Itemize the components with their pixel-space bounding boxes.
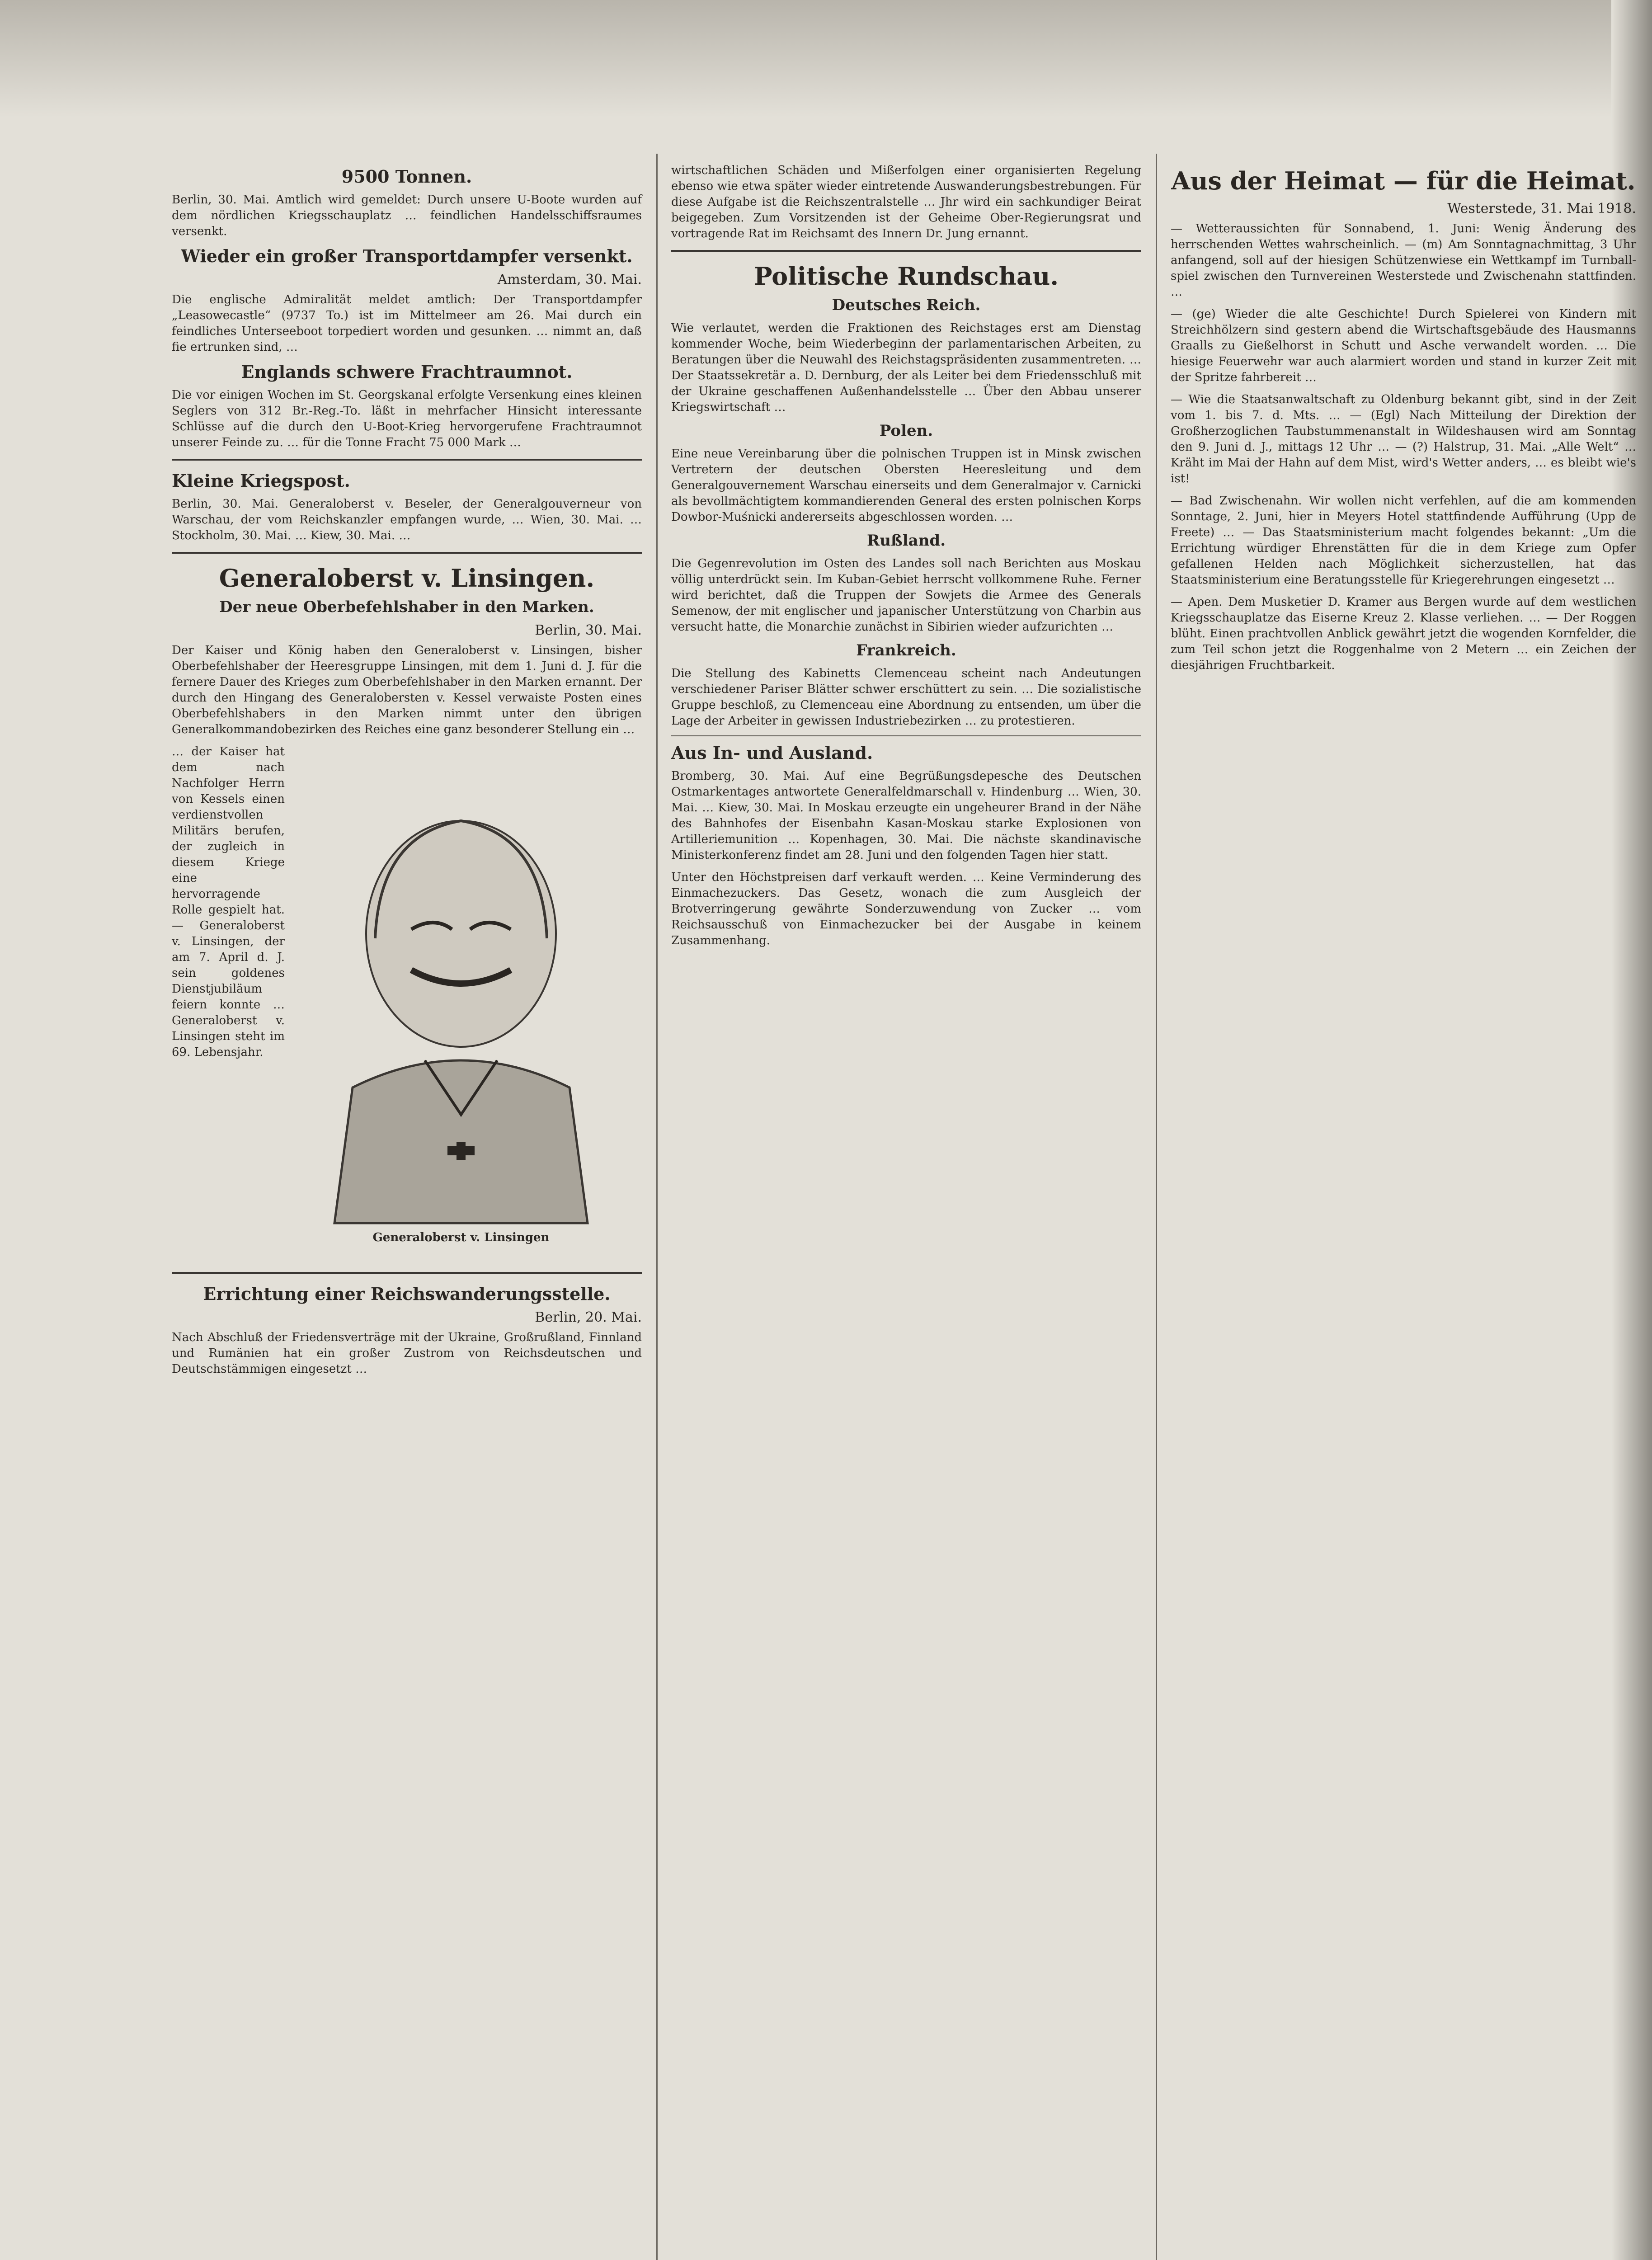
section-subtitle: Deutsches Reich. xyxy=(832,296,981,314)
section-title: Aus der Heimat — für die Heimat. xyxy=(1171,166,1636,195)
article-body-wrap: … der Kaiser hat dem nach Nachfolger Herrn von Kessels einen verdienstvollen Militärs berufen, der zugleich in diesem Kriege eine hervorragende Rolle gespielt hat. — Generaloberst v. Linsingen, der am 7. April d. J. sein goldenes Dienstjubiläum feiern konnte … Generaloberst v. Linsingen steht im 69. Lebensjahr. xyxy=(172,745,285,1059)
article-title: Errichtung einer Reichswanderungsstelle. xyxy=(203,1284,611,1304)
section-divider xyxy=(671,250,1141,252)
article-body: Die Stellung des Kabinetts Clemenceau scheint nach Andeutungen verschiedener Pariser Blätter schwer erschüttert zu sein. … Die sozialistische Gruppe beschloß, zu Clemenceau eine Abordnung zu entsenden, um über die Lage der Arbeiter in gewissen Industriebezirken … zu protestieren. xyxy=(671,667,1141,728)
article-body: Die Gegenrevolution im Osten des Landes soll nach Berichten aus Moskau völlig unterdrückt sein. Im Kuban-Gebiet herrscht vollkommene Ruhe. Ferner wird berichtet, daß die Truppen der Sowjets die Armee des Generals Semenow, der mit englischer und japanischer Unterstützung von Charbin aus versucht hatte, die Monarchie zunächst in Sibirien wieder aufzurichten … xyxy=(671,557,1141,634)
article-body: Bromberg, 30. Mai. Auf eine Begrüßungsdepesche des Deutschen Ostmarkentages antwortete Generalfeldmarschall v. Hindenburg … Wien, 30. Mai. … Kiew, 30. Mai. In Moskau erzeugte ein ungeheurer Brand in der Nähe des Bahnhofes der Eisenbahn Kasan-Moskau starke Explosionen von Artilleriemunition … Kopenhagen, 30. Mai. Die nächste skandinavische Ministerkonferenz findet am 28. Juni und den folgenden Tagen hier statt. xyxy=(671,769,1141,862)
article-body: Eine neue Vereinbarung über die polnischen Truppen ist in Minsk zwischen Vertretern der deutschen Obersten Heeresleitung und dem Generalgouvernement Warschau einerseits und dem Generalmajor v. Carnicki als bevollmächtigtem kommandierenden General des ersten polnischen Korps Dowbor-Muśnicki andererseits abgeschlossen worden. … xyxy=(671,447,1141,524)
section-subtitle: Frankreich. xyxy=(856,641,956,659)
feature-subtitle: Der neue Oberbefehlshaber in den Marken. xyxy=(219,598,594,616)
article-dateline: Berlin, 30. Mai. xyxy=(535,622,642,638)
section-title: Aus In- und Ausland. xyxy=(671,743,873,763)
column-rule xyxy=(1156,154,1157,2260)
article-title: 9500 Tonnen. xyxy=(341,166,472,187)
article-body: wirtschaftlichen Schäden und Mißerfolgen einer organisierten Regelung ebenso wie etwa später wieder eintretende Auswanderungsbestrebungen. Für diese Aufgabe ist die Reichszentralstelle … Jhr wird ein sachkundiger Beirat beigegeben. Zum Vorsitzenden ist der Geheime Ober-Regierungsrat und vortragende Rat im Reichsamt des Innern Dr. Jung ernannt. xyxy=(671,164,1141,240)
article-body: Wie verlautet, werden die Fraktionen des Reichstages erst am Dienstag kommender Woche, beim Wiederbeginn der parlamentarischen Arbeiten, zu Beratungen über die Neuwahl des Reichstagspräsidenten zusammentreten. … Der Staatssekretär a. D. Dernburg, der als Leiter bei dem Friedensschluß mit der Ukraine geschaffenen Außenhandelsstelle … Über den Abbau unserer Kriegswirtschaft … xyxy=(671,321,1141,414)
section-divider xyxy=(172,552,642,554)
column-rule xyxy=(656,154,658,2260)
article-body: — (ge) Wieder die alte Geschichte! Durch Spielerei von Kindern mit Streichhölzern sind gestern abend die Wirtschaftsgebäude des Hausmanns Graalls zu Gießelhorst in Schutt und Asche verwandelt worden. … Die hiesige Feuerwehr war auch alarmiert worden und stand in kurzer Zeit mit der Spritze fahrbereit … xyxy=(1171,307,1636,384)
article-body: Die vor einigen Wochen im St. Georgskanal erfolgte Versenkung eines kleinen Seglers von 312 Br.-Reg.-To. läßt in mehrfacher Hinsicht interessante Schlüsse auf die durch den U-Boot-Krieg hervorgerufene Frachtraumnot unserer Feinde zu. … für die Tonne Fracht 75 000 Mark … xyxy=(172,388,642,449)
article-body: Der Kaiser und König haben den Generaloberst v. Linsingen, bisher Oberbefehlshaber der Heeresgruppe Linsingen, mit dem 1. Juni d. J. für die fernere Dauer des Krieges zum Oberbefehlshaber in den Marken ernannt. Der durch den Hingang des Generalobersten v. Kessel verwaiste Posten eines Oberbefehlshabers in den Marken nimmt unter den übrigen Generalkommandobezirken des Reiches eine ganz besonderer Stellung ein … xyxy=(172,644,642,736)
article-body: — Wie die Staatsanwaltschaft zu Oldenburg bekannt gibt, sind in der Zeit vom 1. bis 7. d. Mts. … — (Egl) Nach Mitteilung der Direktion der Großherzoglichen Taubstummenanstalt in Wildeshausen wird am Sonntag den 9. Juni d. J., mittags 12 Uhr … — (?) Halstrup, 31. Mai. „Alle Welt“ … Kräht im Mai der Hahn auf dem Mist, wird's Wetter anders, … es bleibt wie's ist! xyxy=(1171,393,1636,485)
article-title: Wieder ein großer Transportdampfer versenkt. xyxy=(181,246,633,266)
article-body: — Apen. Dem Musketier D. Kramer aus Bergen wurde auf dem westlichen Kriegsschauplatze das Eiserne Kreuz 2. Klasse verliehen. … — Der Roggen blüht. Einen prachtvollen Anblick gewährt jetzt die wogenden Kornfelder, die zum Teil schon jetzt die Roggenhalme von 2 Metern … ein Zeichen der diesjährigen Fruchtbarkeit. xyxy=(1171,595,1636,672)
section-title: Politische Rundschau. xyxy=(753,262,1059,291)
article-body: Berlin, 30. Mai. Amtlich wird gemeldet: Durch unsere U-Boote wurden auf dem nördlichen Kriegsschauplatz … feindlichen Handelsschiffsraumes versenkt. xyxy=(172,193,642,238)
column-3 xyxy=(1171,163,1636,2260)
article-dateline: Berlin, 20. Mai. xyxy=(535,1309,642,1325)
portrait-caption: Generaloberst v. Linsingen xyxy=(372,1231,550,1244)
portrait-illustration xyxy=(289,744,633,1250)
portrait-block xyxy=(172,744,642,1264)
section-divider xyxy=(172,1272,642,1274)
article-body: Berlin, 30. Mai. Generaloberst v. Beseler, der Generalgouverneur von Warschau, der vom Reichskanzler empfangen wurde, … Wien, 30. Mai. … Stockholm, 30. Mai. … Kiew, 30. Mai. … xyxy=(172,497,642,542)
feature-title: Generaloberst v. Linsingen. xyxy=(219,564,595,593)
article-title: Englands schwere Frachtraumnot. xyxy=(241,362,573,382)
article-body: — Bad Zwischenahn. Wir wollen nicht verfehlen, auf die am kommenden Sonntage, 2. Juni, hier in Meyers Hotel stattfindende Aufführung (Upp de Freete) … — Das Staatsministerium macht folgendes bekannt: „Um die Errichtung würdiger Ehrenstätten für die in dem Kriege zum Opfer gefallenen Helden nach Möglichkeit sicherzustellen, hat das Staatsministerium eine Beratungsstelle für Kriegerehrungen eingesetzt … xyxy=(1171,494,1636,587)
article-body: — Wetteraussichten für Sonnabend, 1. Juni: Wenig Änderung des herrschenden Wettes wahrscheinlich. — (m) Am Sonntagnachmittag, 3 Uhr anfangend, soll auf der hiesigen Schützenwiese ein Wettkampf im Turnball-spiel zwischen den Turnvereinen Westerstede und Zwischenahn stattfinden. … xyxy=(1171,222,1636,299)
section-divider xyxy=(172,459,642,461)
article-body: Unter den Höchstpreisen darf verkauft werden. … Keine Verminderung des Einmachezuckers. Das Gesetz, wonach die zum Ausgleich der Brotverringerung gewährte Sonderzuwendung von Zucker … vom Reichsausschuß von Einmachezucker bei der Ausgabe in keinem Zusammenhang. xyxy=(671,871,1141,947)
section-subtitle: Polen. xyxy=(879,422,933,440)
section-divider xyxy=(671,735,1141,736)
section-subtitle: Rußland. xyxy=(866,532,946,550)
page-shadow-top xyxy=(0,0,1652,118)
column-1 xyxy=(172,163,642,2260)
article-dateline: Amsterdam, 30. Mai. xyxy=(497,272,642,287)
section-title: Kleine Kriegspost. xyxy=(172,471,350,491)
article-body: Nach Abschluß der Friedensverträge mit der Ukraine, Großrußland, Finnland und Rumänien hat ein großer Zustrom von Reichsdeutschen und Deutschstämmigen eingesetzt … xyxy=(172,1331,642,1376)
article-dateline: Westerstede, 31. Mai 1918. xyxy=(1447,201,1636,217)
column-2 xyxy=(671,163,1141,2260)
article-body: Die englische Admiralität meldet amtlich: Der Transportdampfer „Leasowecastle“ (9737 To.) ist im Mittelmeer am 26. Mai durch ein feindliches Unterseeboot torpediert worden und gesunken. … nimmt an, daß fie ertrunken sind, … xyxy=(172,293,642,354)
